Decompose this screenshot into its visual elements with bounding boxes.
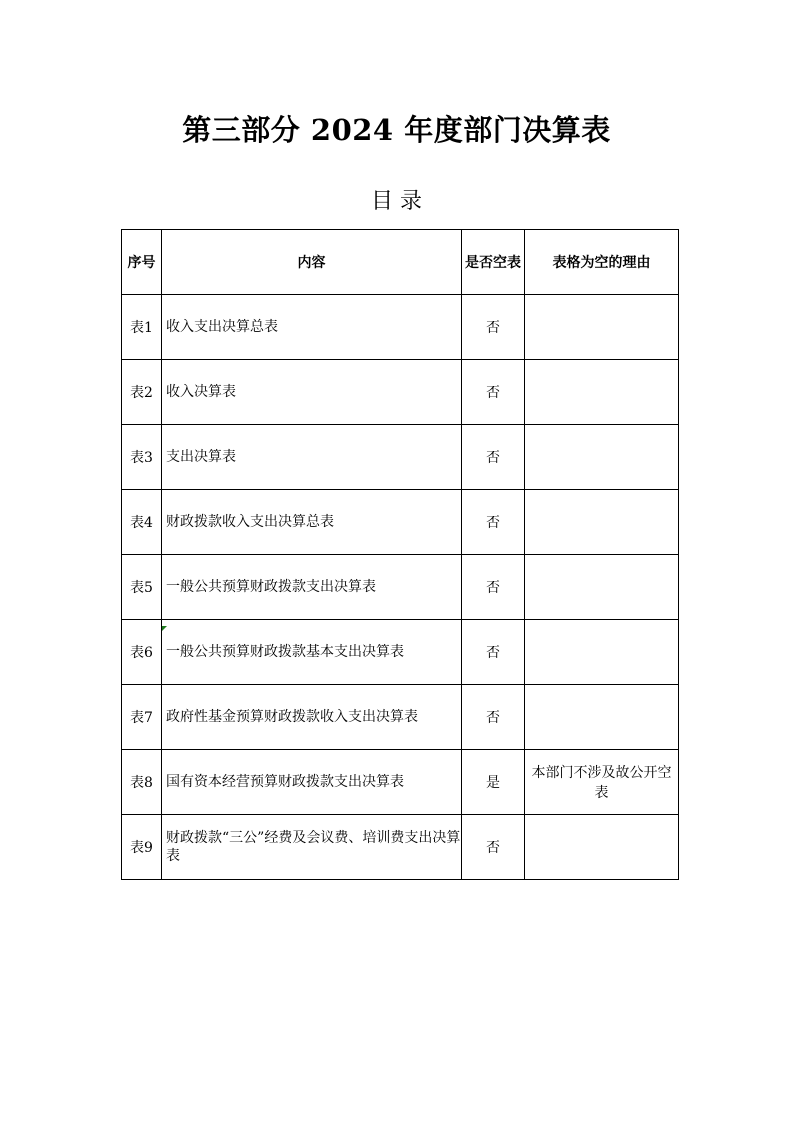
- row-reason: [525, 360, 679, 425]
- row-number: 表2: [122, 360, 162, 425]
- row-number: 表9: [122, 815, 162, 880]
- page-title: 第三部分 2024 年度部门决算表: [182, 113, 611, 147]
- row-content: 收入支出决算总表: [162, 295, 462, 360]
- row-content: 国有资本经营预算财政拨款支出决算表: [162, 750, 462, 815]
- row-is-empty: 否: [462, 555, 525, 620]
- row-is-empty: 否: [462, 490, 525, 555]
- row-is-empty: 是: [462, 750, 525, 815]
- row-reason: [525, 620, 679, 685]
- toc-heading: 目 录: [371, 189, 422, 214]
- row-number: 表7: [122, 685, 162, 750]
- row-reason: [525, 555, 679, 620]
- table-row: [122, 360, 679, 425]
- row-content: 财政拨款“三公”经费及会议费、培训费支出决算表: [162, 815, 462, 880]
- row-reason: [525, 295, 679, 360]
- row-is-empty: 否: [462, 815, 525, 880]
- table-row: [122, 295, 679, 360]
- row-is-empty: 否: [462, 620, 525, 685]
- table-row: [122, 750, 679, 815]
- column-header-content: 内容: [162, 230, 462, 295]
- table-row: [122, 490, 679, 555]
- row-is-empty: 否: [462, 685, 525, 750]
- row-is-empty: 否: [462, 425, 525, 490]
- row-content: 政府性基金预算财政拨款收入支出决算表: [162, 685, 462, 750]
- cell-comment-marker: [162, 626, 167, 631]
- column-header-reason: 表格为空的理由: [525, 230, 679, 295]
- row-number: 表1: [122, 295, 162, 360]
- row-number: 表4: [122, 490, 162, 555]
- table-row: [122, 620, 679, 685]
- row-number: 表5: [122, 555, 162, 620]
- row-number: 表8: [122, 750, 162, 815]
- row-content: 收入决算表: [162, 360, 462, 425]
- table-row: [122, 425, 679, 490]
- row-reason: [525, 490, 679, 555]
- row-is-empty: 否: [462, 360, 525, 425]
- toc-table: [121, 229, 679, 880]
- row-content: 一般公共预算财政拨款基本支出决算表: [162, 620, 462, 685]
- row-number: 表6: [122, 620, 162, 685]
- table-row: [122, 815, 679, 880]
- column-header-number: 序号: [122, 230, 162, 295]
- table-row: [122, 685, 679, 750]
- row-is-empty: 否: [462, 295, 525, 360]
- row-reason: 本部门不涉及故公开空表: [525, 750, 679, 815]
- row-content: 财政拨款收入支出决算总表: [162, 490, 462, 555]
- row-reason: [525, 685, 679, 750]
- column-header-is-empty: 是否空表: [462, 230, 525, 295]
- row-content: 一般公共预算财政拨款支出决算表: [162, 555, 462, 620]
- row-number: 表3: [122, 425, 162, 490]
- row-reason: [525, 815, 679, 880]
- row-reason: [525, 425, 679, 490]
- table-row: [122, 555, 679, 620]
- table-header-row: [122, 230, 679, 295]
- row-content: 支出决算表: [162, 425, 462, 490]
